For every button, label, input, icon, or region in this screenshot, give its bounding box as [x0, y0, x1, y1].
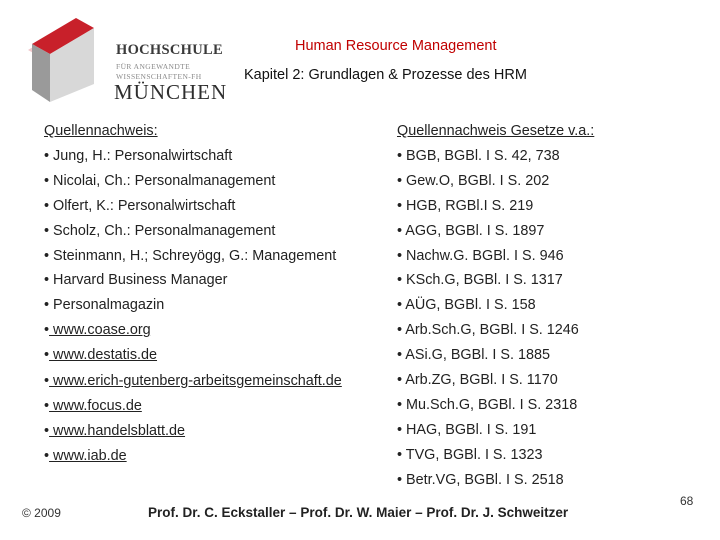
laws-heading: Quellennachweis Gesetze v.a.: — [397, 123, 595, 139]
source-link[interactable]: www.iab.de — [49, 447, 127, 464]
source-link[interactable]: www.handelsblatt.de — [49, 422, 186, 439]
law-item: • TVG, BGBl. I S. 1323 — [397, 446, 543, 463]
sources-heading: Quellennachweis: — [44, 123, 158, 139]
slide-subtitle: Kapitel 2: Grundlagen & Prozesse des HRM — [244, 67, 527, 83]
law-item: • ASi.G, BGBl. I S. 1885 — [397, 347, 551, 364]
copyright-notice: © 2009 — [22, 506, 61, 520]
law-item: • Gew.O, BGBl. I S. 202 — [397, 172, 550, 189]
law-item: • HAG, BGBl. I S. 191 — [397, 421, 537, 438]
source-item: • Harvard Business Manager — [44, 272, 228, 289]
source-link[interactable]: www.destatis.de — [49, 347, 158, 364]
authors-line: Prof. Dr. C. Eckstaller – Prof. Dr. W. Maier – Prof. Dr. J. Schweitzer — [148, 505, 569, 520]
source-link-item[interactable]: • www.coase.org — [44, 322, 151, 339]
source-link[interactable]: www.coase.org — [49, 322, 151, 339]
law-item: • BGB, BGBl. I S. 42, 738 — [397, 148, 560, 164]
law-item: • KSch.G, BGBl. I S. 1317 — [397, 272, 563, 289]
law-item: • HGB, RGBl.I S. 219 — [397, 197, 534, 214]
source-item: • Olfert, K.: Personalwirtschaft — [44, 197, 236, 214]
source-link-item[interactable]: • www.handelsblatt.de — [44, 422, 186, 439]
logo-line-angewandte: FÜR ANGEWANDTE — [116, 62, 191, 71]
logo-line-hochschule: HOCHSCHULE — [116, 42, 223, 58]
law-item: • Arb.Sch.G, BGBl. I S. 1246 — [397, 322, 579, 339]
source-item: • Jung, H.: Personalwirtschaft — [44, 148, 233, 164]
source-link[interactable]: www.focus.de — [49, 397, 142, 414]
source-item: • Nicolai, Ch.: Personalmanagement — [44, 172, 276, 189]
law-item: • Mu.Sch.G, BGBl. I S. 2318 — [397, 396, 578, 413]
logo-line-muenchen: MÜNCHEN — [114, 80, 228, 104]
logo-mark-icon — [20, 14, 112, 104]
source-item: • Scholz, Ch.: Personalmanagement — [44, 222, 276, 239]
source-link-item[interactable]: • www.focus.de — [44, 397, 142, 414]
source-link[interactable]: www.erich-gutenberg-arbeitsgemeinschaft.de — [49, 373, 342, 390]
source-item: • Personalmagazin — [44, 297, 165, 314]
source-item: • Steinmann, H.; Schreyögg, G.: Management — [44, 247, 337, 264]
law-item: • AÜG, BGBl. I S. 158 — [397, 297, 536, 314]
slide-title: Human Resource Management — [295, 38, 497, 54]
law-item: • Nachw.G. BGBl. I S. 946 — [397, 247, 564, 264]
logo-line-wissenschaften: WISSENSCHAFTEN-FH — [116, 72, 202, 81]
page-number: 68 — [680, 494, 694, 508]
law-item: • AGG, BGBl. I S. 1897 — [397, 222, 545, 239]
sources-column — [44, 123, 342, 473]
source-link-item[interactable]: • www.iab.de — [44, 447, 127, 464]
source-link-item[interactable]: • www.destatis.de — [44, 347, 158, 364]
laws-column — [397, 123, 594, 496]
university-logo — [20, 14, 228, 104]
source-link-item[interactable]: • www.erich-gutenberg-arbeitsgemeinschaft.de — [44, 373, 342, 390]
law-item: • Betr.VG, BGBl. I S. 2518 — [397, 471, 564, 488]
law-item: • Arb.ZG, BGBl. I S. 1170 — [397, 372, 558, 389]
